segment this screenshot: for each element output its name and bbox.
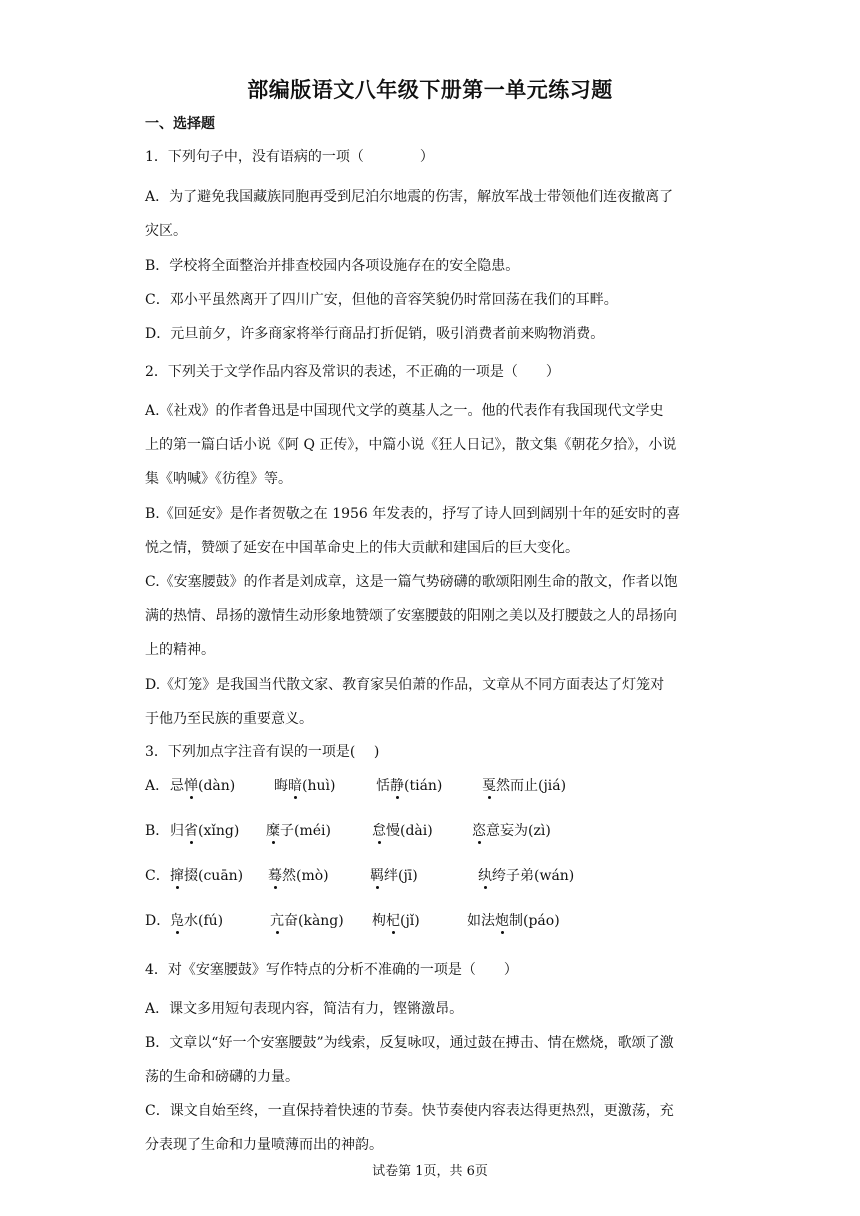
question-2-option-a-cont: 集《呐喊》《彷徨》等。 xyxy=(145,471,292,487)
question-3-option-d-item-1: 凫水(fú) xyxy=(170,913,224,929)
question-2-option-a-cont: 上的第一篇白话小说《阿 Q 正传》，中篇小说《狂人日记》，散文集《朝花夕拾》，小说 xyxy=(145,437,677,453)
question-3-option-c-item-4: 纨绔子弟(wán) xyxy=(478,868,575,884)
question-1-option-a-cont: 灾区。 xyxy=(145,223,187,239)
question-3-option-c-item-1: 撺掇(cuān) xyxy=(170,868,244,884)
emphasis-dot-char: 炮 xyxy=(495,913,509,929)
emphasis-dot-char: 省 xyxy=(184,823,198,839)
emphasis-dot-char: 惮 xyxy=(184,778,198,794)
page-title: 部编版语文八年级下册第一单元练习题 xyxy=(247,78,613,102)
question-2-option-d: D.《灯笼》是我国当代散文家、教育家吴伯萧的作品，文章从不同方面表达了灯笼对 xyxy=(145,677,665,693)
question-3-option-b-item-1: 归省(xǐng) xyxy=(170,823,240,839)
emphasis-dot-char: 静 xyxy=(390,778,404,794)
question-1-option-d: D．元旦前夕，许多商家将举行商品打折促销，吸引消费者前来购物消费。 xyxy=(145,326,605,342)
question-3-option-d-item-4: 如法炮制(páo) xyxy=(467,913,560,929)
question-4-stem: 4．对《安塞腰鼓》写作特点的分析不准确的一项是（ ） xyxy=(145,962,518,978)
emphasis-dot-char: 杞 xyxy=(386,913,400,929)
emphasis-dot-char: 凫 xyxy=(170,913,184,929)
question-3-option-c-item-2: 蓦然(mò) xyxy=(268,868,329,884)
question-2-stem: 2．下列关于文学作品内容及常识的表述，不正确的一项是（ ） xyxy=(145,364,560,380)
question-2-option-b: B.《回延安》是作者贺敬之在 1956 年发表的，抒写了诗人回到阔别十年的延安时的喜 xyxy=(145,506,681,522)
question-2-option-c: C.《安塞腰鼓》的作者是刘成章，这是一篇气势磅礴的歌颂阳刚生命的散文，作者以饱 xyxy=(145,574,678,590)
question-1-stem: 1．下列句子中，没有语病的一项（ ） xyxy=(145,149,434,165)
question-3-option-d-label: D． xyxy=(145,913,171,929)
emphasis-dot-char: 怠 xyxy=(372,823,386,839)
emphasis-dot-char: 暗 xyxy=(288,778,302,794)
question-3-option-a-item-4: 戛然而止(jiá) xyxy=(482,778,567,794)
question-3-option-b-item-2: 糜子(méi) xyxy=(266,823,331,839)
question-1-option-c: C．邓小平虽然离开了四川广安，但他的音容笑貌仍时常回荡在我们的耳畔。 xyxy=(145,292,618,308)
question-3-option-a-item-3: 恬静(tián) xyxy=(376,778,443,794)
emphasis-dot-char: 撺 xyxy=(170,868,184,884)
question-3-option-b-item-4: 恣意妄为(zì) xyxy=(472,823,551,839)
question-1-option-b: B．学校将全面整治并排查校园内各项设施存在的安全隐患。 xyxy=(145,258,520,274)
question-3-stem: 3．下列加点字注音有误的一项是( ) xyxy=(145,744,380,760)
question-3-option-a-label: A． xyxy=(145,778,170,794)
question-3-option-d-item-3: 枸杞(jǐ) xyxy=(372,913,420,929)
page-footer: 试卷第 1页，共 6页 xyxy=(372,1164,488,1179)
question-4-option-c-cont: 分表现了生命和力量喷薄而出的神韵。 xyxy=(145,1137,383,1153)
question-3-option-a-item-2: 晦暗(huì) xyxy=(274,778,336,794)
question-4-option-b: B．文章以“好一个安塞腰鼓”为线索，反复咏叹，通过鼓在搏击、情在燃烧，歌颂了激 xyxy=(145,1035,674,1051)
question-4-option-a: A．课文多用短句表现内容，简洁有力，铿锵激昂。 xyxy=(145,1001,464,1017)
emphasis-dot-char: 纨 xyxy=(478,868,492,884)
question-2-option-b-cont: 悦之情，赞颂了延安在中国革命史上的伟大贡献和建国后的巨大变化。 xyxy=(145,540,579,556)
question-2-option-a: A.《社戏》的作者鲁迅是中国现代文学的奠基人之一。他的代表作有我国现代文学史 xyxy=(145,403,664,419)
question-3-option-b-item-3: 怠慢(dài) xyxy=(372,823,433,839)
emphasis-dot-char: 蓦 xyxy=(268,868,282,884)
emphasis-dot-char: 羁 xyxy=(370,868,384,884)
emphasis-dot-char: 亢 xyxy=(270,913,284,929)
emphasis-dot-char: 恣 xyxy=(472,823,486,839)
emphasis-dot-char: 戛 xyxy=(482,778,496,794)
section-heading: 一、选择题 xyxy=(145,116,215,132)
question-1-option-a: A．为了避免我国藏族同胞再受到尼泊尔地震的伤害，解放军战士带领他们连夜撤离了 xyxy=(145,189,674,205)
question-2-option-c-cont: 上的精神。 xyxy=(145,642,215,658)
question-3-option-c-item-3: 羁绊(jī) xyxy=(370,868,418,884)
question-3-option-a-item-1: 忌惮(dàn) xyxy=(170,778,236,794)
emphasis-dot-char: 糜 xyxy=(266,823,280,839)
question-3-option-c-label: C． xyxy=(145,868,170,884)
question-2-option-c-cont: 满的热情、昂扬的激情生动形象地赞颂了安塞腰鼓的阳刚之美以及打腰鼓之人的昂扬向 xyxy=(145,608,677,624)
question-3-option-d-item-2: 亢奋(kàng) xyxy=(270,913,344,929)
question-4-option-b-cont: 荡的生命和磅礴的力量。 xyxy=(145,1069,299,1085)
question-3-option-b-label: B． xyxy=(145,823,170,839)
question-2-option-d-cont: 于他乃至民族的重要意义。 xyxy=(145,711,313,727)
question-4-option-c: C．课文自始至终，一直保持着快速的节奏。快节奏使内容表达得更热烈，更激荡，充 xyxy=(145,1103,674,1119)
